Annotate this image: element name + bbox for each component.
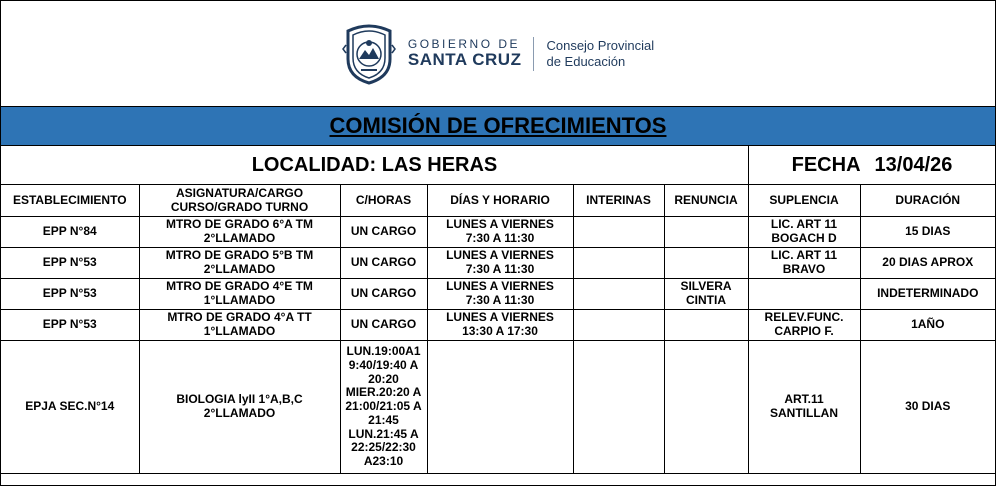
cell-suplencia: ART.11 SANTILLAN: [748, 341, 860, 474]
consejo-line-2: de Educación: [546, 53, 626, 69]
consejo-line-1: Consejo Provincial: [546, 37, 655, 53]
table-row: [1, 310, 995, 341]
cell-suplencia: LIC. ART 11 BRAVO: [748, 248, 860, 279]
cell-renuncia: [664, 310, 748, 341]
cell-horas: UN CARGO: [340, 279, 427, 310]
cell-dias: LUNES A VIERNES 13:30 A 17:30: [427, 310, 573, 341]
cell-horas: UN CARGO: [340, 248, 427, 279]
cell-duracion: 15 DIAS: [860, 217, 995, 248]
col-header: INTERINAS: [573, 185, 664, 217]
col-header: ESTABLECIMIENTO: [1, 185, 139, 217]
cell-establecimiento: EPP N°53: [1, 279, 139, 310]
gov-top-text: GOBIERNO DE: [407, 37, 521, 52]
santa-cruz-seal-icon: [342, 23, 396, 85]
consejo-name: [546, 38, 654, 69]
cell-asignatura: MTRO DE GRADO 5°B TM 2°LLAMADO: [139, 248, 340, 279]
logo-block: [342, 23, 654, 85]
location-date-row: [1, 146, 995, 185]
cell-horas: UN CARGO: [340, 310, 427, 341]
table-header-row: [1, 185, 995, 217]
cell-renuncia: SILVERA CINTIA: [664, 279, 748, 310]
cell-suplencia: RELEV.FUNC. CARPIO F.: [748, 310, 860, 341]
cell-horas: UN CARGO: [340, 217, 427, 248]
col-header: RENUNCIA: [664, 185, 748, 217]
cell-suplencia: [748, 279, 860, 310]
cell-duracion: 20 DIAS APROX: [860, 248, 995, 279]
header: [1, 1, 995, 107]
cell-asignatura: BIOLOGIA lyII 1°A,B,C 2°LLAMADO: [139, 341, 340, 474]
localidad-label: LOCALIDAD: LAS HERAS: [1, 146, 749, 184]
cell-interinas: [573, 341, 664, 474]
col-header: SUPLENCIA: [748, 185, 860, 217]
col-header: ASIGNATURA/CARGO CURSO/GRADO TURNO: [139, 185, 340, 217]
cell-horas: LUN.19:00A1 9:40/19:40 A 20:20 MIER.20:20 A 21:00/21:05 A 21:45 LUN.21:45 A 22:25/22:30 A23:10: [340, 341, 427, 474]
col-header: DÍAS Y HORARIO: [427, 185, 573, 217]
table-row: [1, 279, 995, 310]
fecha-block: [749, 146, 995, 184]
cell-dias: LUNES A VIERNES 7:30 A 11:30: [427, 217, 573, 248]
gov-main-text: SANTA CRUZ: [407, 49, 522, 69]
col-header: DURACIÓN: [860, 185, 995, 217]
cell-interinas: [573, 310, 664, 341]
col-header: C/HORAS: [340, 185, 427, 217]
cell-duracion: 1AÑO: [860, 310, 995, 341]
cell-duracion: 30 DIAS: [860, 341, 995, 474]
table-row: [1, 341, 995, 474]
cell-interinas: [573, 217, 664, 248]
table-row: [1, 248, 995, 279]
cell-asignatura: MTRO DE GRADO 4°E TM 1°LLAMADO: [139, 279, 340, 310]
cell-dias: LUNES A VIERNES 7:30 A 11:30: [427, 248, 573, 279]
cell-establecimiento: EPP N°84: [1, 217, 139, 248]
cell-dias: [427, 341, 573, 474]
table-row: [1, 217, 995, 248]
fecha-value: 13/04/26: [874, 153, 953, 176]
cell-interinas: [573, 248, 664, 279]
cell-asignatura: MTRO DE GRADO 4°A TT 1°LLAMADO: [139, 310, 340, 341]
cell-renuncia: [664, 217, 748, 248]
cell-duracion: INDETERMINADO: [860, 279, 995, 310]
cell-establecimiento: EPP N°53: [1, 248, 139, 279]
cell-renuncia: [664, 248, 748, 279]
page-title: COMISIÓN DE OFRECIMIENTOS: [329, 113, 667, 138]
cell-establecimiento: EPJA SEC.N°14: [1, 341, 139, 474]
cell-establecimiento: EPP N°53: [1, 310, 139, 341]
gov-name: [408, 38, 522, 68]
cell-dias: LUNES A VIERNES 7:30 A 11:30: [427, 279, 573, 310]
logo-divider: [533, 37, 534, 71]
title-banner: [1, 107, 995, 146]
offers-table: [1, 185, 995, 474]
fecha-label: FECHA: [791, 153, 861, 176]
cell-interinas: [573, 279, 664, 310]
cell-suplencia: LIC. ART 11 BOGACH D: [748, 217, 860, 248]
cell-asignatura: MTRO DE GRADO 6°A TM 2°LLAMADO: [139, 217, 340, 248]
cell-renuncia: [664, 341, 748, 474]
